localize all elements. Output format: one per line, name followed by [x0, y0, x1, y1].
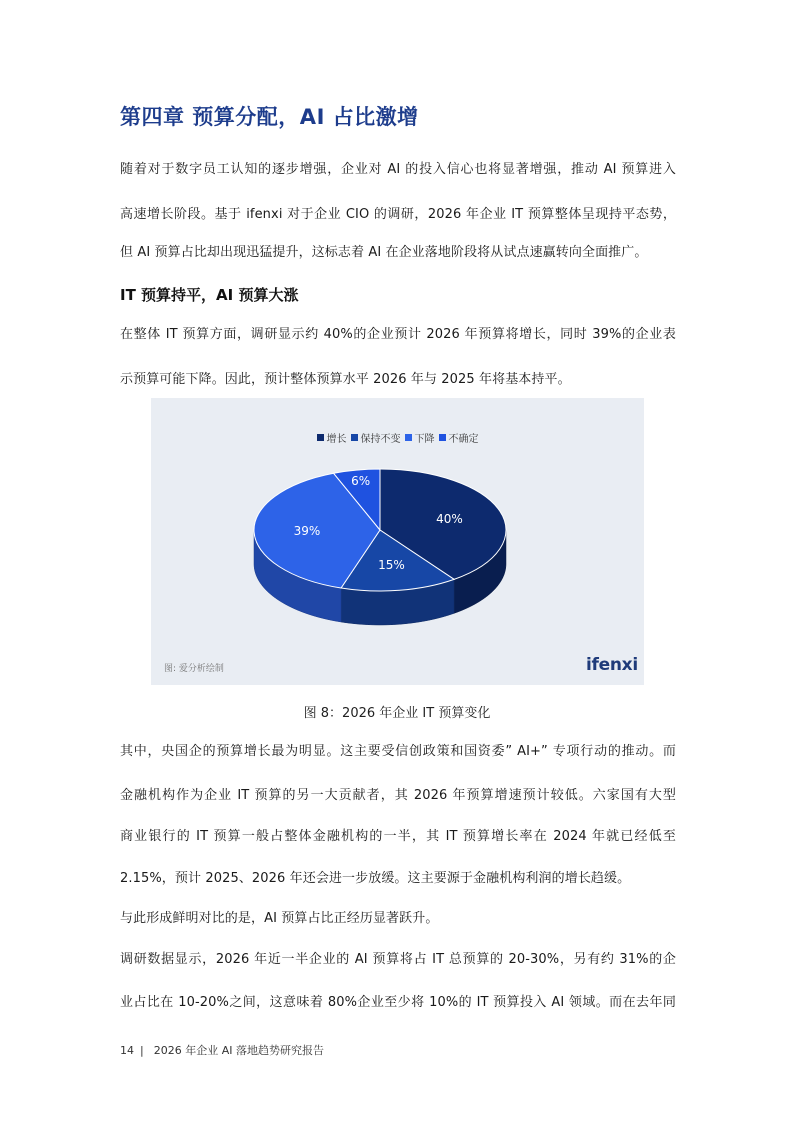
pie-label-不确定: 6% — [351, 473, 371, 488]
intro-line: 高速增长阶段。基于 ifenxi 对于企业 CIO 的调研，2026 年企业 IT 预算整体呈现持平态势， — [120, 207, 676, 222]
footer-separator: | — [140, 1044, 144, 1057]
legend-swatch — [317, 434, 324, 441]
footer-report-title: 2026 年企业 AI 落地趋势研究报告 — [153, 1044, 324, 1057]
page-footer — [120, 1042, 324, 1058]
legend-label: 保持不变 — [360, 434, 401, 445]
contrast-line: 与此形成鲜明对比的是，AI 预算占比正经历显著跃升。 — [120, 911, 439, 926]
section-title: IT 预算持平，AI 预算大涨 — [120, 286, 299, 304]
pie-label-保持不变: 15% — [378, 557, 405, 572]
body-line: 其中，央国企的预算增长最为明显。这主要受信创政策和国资委” AI+” 专项行动的推动。而 — [120, 744, 676, 759]
legend-label: 不确定 — [448, 434, 479, 445]
section-line: 示预算可能下降。因此，预计整体预算水平 2026 年与 2025 年将基本持平。 — [120, 372, 571, 387]
intro-line: 随着对于数字员工认知的逐步增强，企业对 AI 的投入信心也将显著增强，推动 AI 预算进入 — [120, 162, 676, 177]
ifenxi-logo: ifenxi — [586, 655, 638, 675]
survey-line: 业占比在 10-20%之间，这意味着 80%企业至少将 10%的 IT 预算投入 AI 领域。而在去年同 — [120, 995, 676, 1010]
legend-swatch — [439, 434, 446, 441]
section-line: 在整体 IT 预算方面，调研显示约 40%的企业预计 2026 年预算将增长，同时 39%的企业表 — [120, 327, 676, 342]
legend-label: 下降 — [414, 434, 435, 445]
body-line: 商业银行的 IT 预算一般占整体金融机构的一半，其 IT 预算增长率在 2024 年就已经低至 — [120, 829, 676, 844]
legend-swatch — [351, 434, 358, 441]
legend-item — [351, 430, 401, 445]
figure-caption: 图 8：2026 年企业 IT 预算变化 — [303, 706, 491, 721]
chapter-title: 第四章 预算分配，AI 占比激增 — [120, 105, 419, 129]
legend-item — [317, 430, 347, 445]
pie-label-增长: 40% — [436, 512, 463, 527]
body-line: 2.15%，预计 2025、2026 年还会进一步放缓。这主要源于金融机构利润的增长趋缓。 — [120, 871, 631, 886]
budget-pie-chart — [151, 398, 644, 685]
chart-legend — [151, 430, 644, 445]
page-number: 14 — [120, 1044, 134, 1057]
legend-item — [405, 430, 435, 445]
body-line: 金融机构作为企业 IT 预算的另一大贡献者，其 2026 年预算增速预计较低。六家国有大型 — [120, 788, 676, 803]
legend-item — [439, 430, 479, 445]
survey-line: 调研数据显示，2026 年近一半企业的 AI 预算将占 IT 总预算的 20-30%，另有约 31%的企 — [120, 952, 676, 967]
intro-line: 但 AI 预算占比却出现迅猛提升，这标志着 AI 在企业落地阶段将从试点速赢转向全面推广。 — [120, 245, 648, 260]
chart-source-note: 图: 爱分析绘制 — [164, 664, 224, 674]
legend-label: 增长 — [326, 434, 347, 445]
legend-swatch — [405, 434, 412, 441]
pie-label-下降: 39% — [293, 524, 321, 539]
